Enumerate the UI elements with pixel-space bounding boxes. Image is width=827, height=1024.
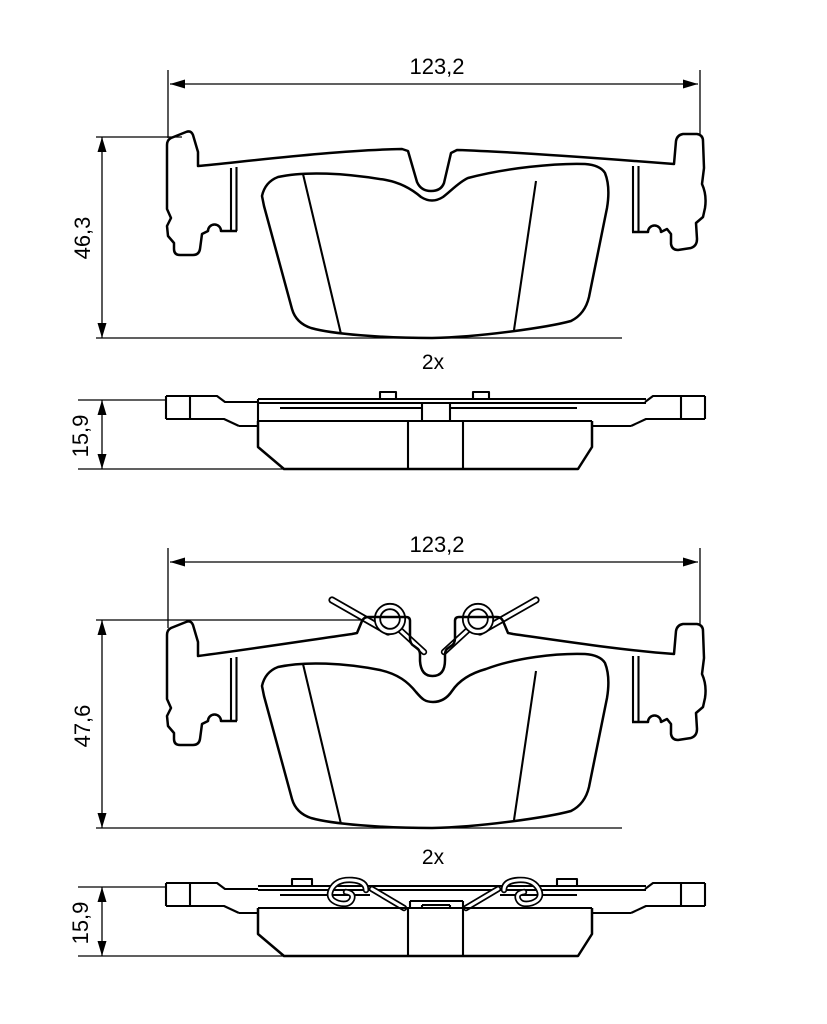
arrowhead-right — [683, 80, 698, 89]
clip-leg-wire — [466, 889, 498, 908]
extension-line — [78, 400, 284, 469]
figure-side-view-top — [68, 392, 705, 469]
friction-material-outline — [262, 654, 608, 828]
figure-side-view-bottom — [68, 879, 705, 956]
arrowhead-down — [98, 813, 107, 828]
backing-plate-outline — [167, 617, 706, 745]
extension-line — [168, 548, 700, 628]
clip-leg-wire — [372, 889, 404, 908]
side-friction-material — [258, 421, 592, 469]
extension-line — [78, 887, 284, 956]
friction-chamfer-lines — [303, 174, 536, 334]
figure-front-view-bottom — [70, 532, 706, 869]
friction-chamfer-lines — [303, 664, 536, 824]
arrowhead-left — [170, 558, 185, 567]
side-friction-lines — [258, 421, 592, 469]
dimension-width-label: 123,2 — [409, 54, 465, 79]
clip-leg-wire — [400, 630, 424, 652]
clip-coil — [466, 607, 491, 632]
clip-coil — [378, 607, 403, 632]
arrowhead-up — [98, 137, 107, 152]
arrowhead-up — [98, 620, 107, 635]
extension-line — [96, 620, 622, 828]
dimension-thickness-label: 15,9 — [68, 414, 93, 458]
plate-inner-lines — [280, 403, 577, 421]
spring-clip-right — [444, 600, 536, 652]
arrowhead-down — [98, 941, 107, 956]
figure-front-view-top — [70, 54, 706, 374]
dimension-width-label: 123,2 — [409, 532, 465, 557]
arrowhead-up — [98, 400, 107, 415]
dimension-thickness-label: 15,9 — [68, 901, 93, 945]
arrowhead-down — [98, 323, 107, 338]
extension-line — [96, 137, 622, 338]
quantity-label: 2x — [421, 846, 445, 869]
arrowhead-down — [98, 454, 107, 469]
arrowhead-right — [683, 558, 698, 567]
extension-line — [168, 70, 700, 138]
side-friction-lines — [258, 908, 592, 956]
arrowhead-up — [98, 887, 107, 902]
side-friction-material — [258, 908, 592, 956]
backing-plate-outline — [167, 131, 706, 255]
arrowhead-left — [170, 80, 185, 89]
dimension-height-label: 47,6 — [70, 704, 95, 748]
quantity-label: 2x — [421, 351, 445, 374]
dimension-height-label: 46,3 — [70, 216, 95, 260]
